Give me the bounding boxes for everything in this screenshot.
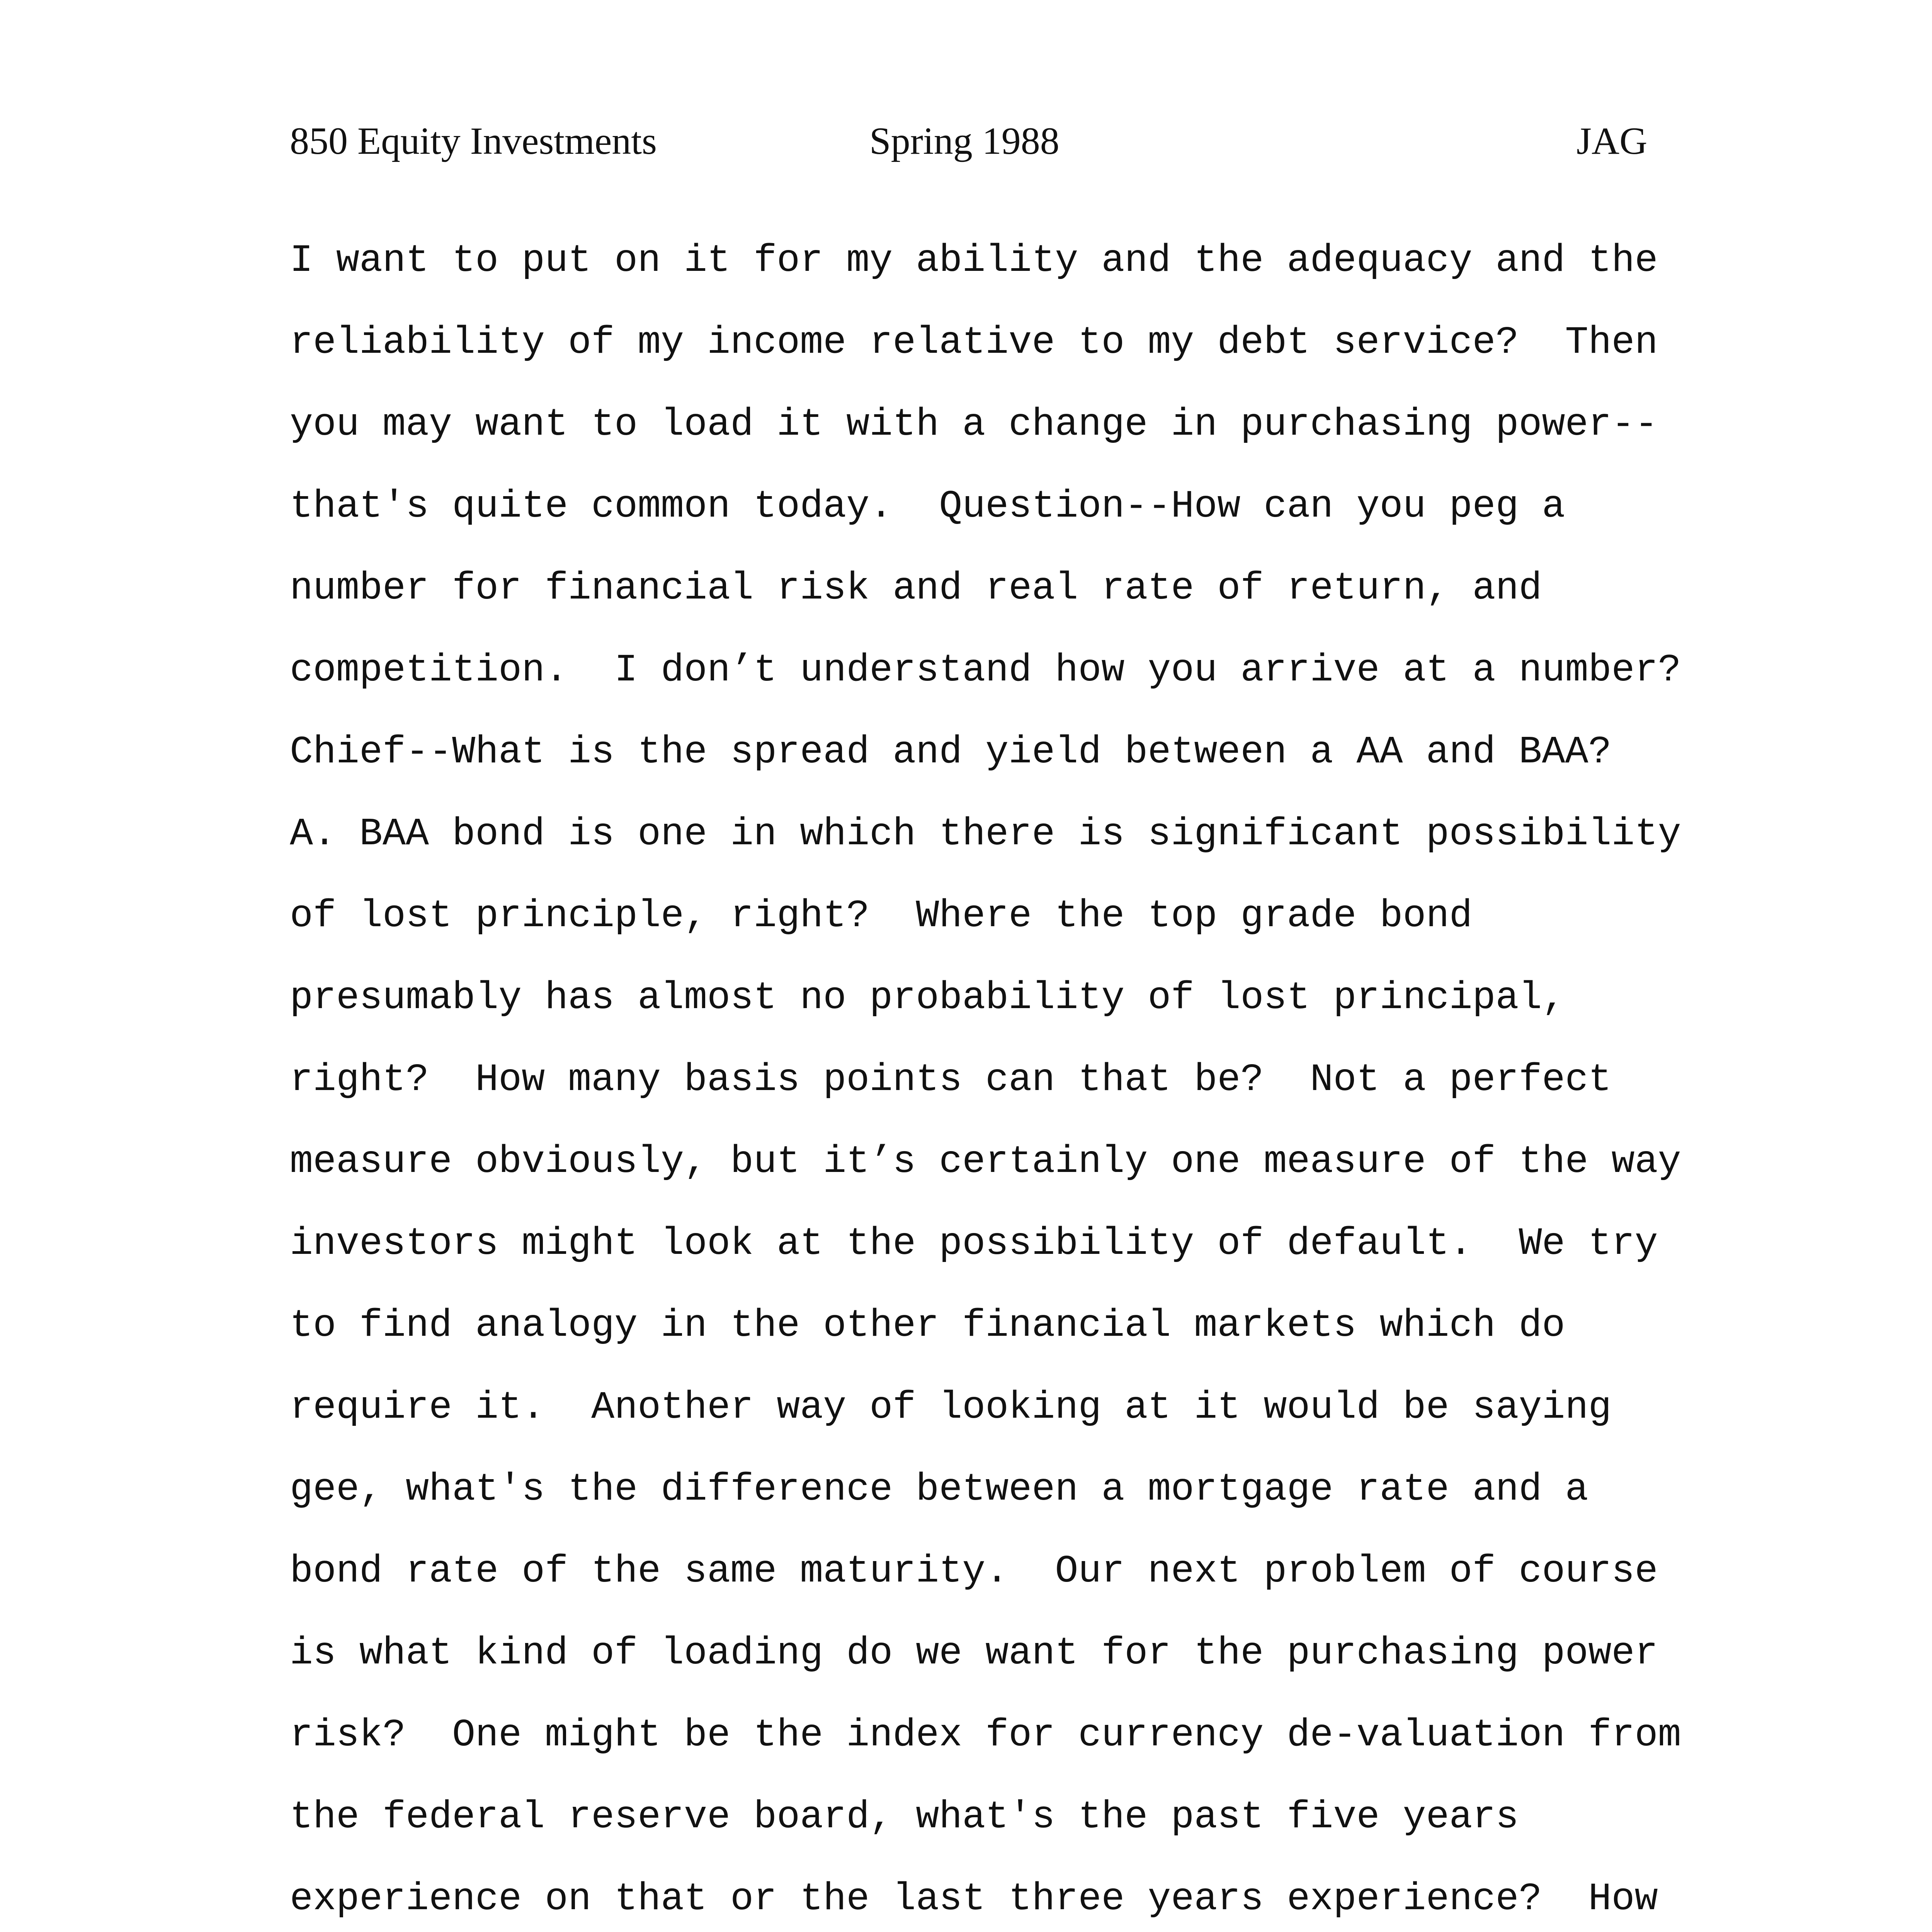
body-line: I want to put on it for my ability and the adequacy and the <box>290 239 1658 283</box>
body-line: gee, what's the difference between a mortgage rate and a <box>290 1468 1588 1512</box>
header-term: Spring 1988 <box>869 119 1060 162</box>
header-author-initials: JAG <box>1577 119 1648 162</box>
body-line: right? How many basis points can that be? Not a perfect <box>290 1058 1612 1102</box>
body-line: Chief--What is the spread and yield between a AA and BAA? <box>290 731 1612 774</box>
body-line: of lost principle, right? Where the top grade bond <box>290 895 1473 938</box>
body-line: investors might look at the possibility of default. We try <box>290 1222 1658 1266</box>
body-line: presumably has almost no probability of lost principal, <box>290 976 1565 1020</box>
body-line: you may want to load it with a change in purchasing power-- <box>290 403 1658 447</box>
header-course-title: 850 Equity Investments <box>290 119 657 162</box>
body-line: reliability of my income relative to my debt service? Then <box>290 321 1658 365</box>
body-line: is what kind of loading do we want for the purchasing power <box>290 1632 1658 1675</box>
body-line: the federal reserve board, what's the past five years <box>290 1796 1519 1839</box>
body-line: to find analogy in the other financial markets which do <box>290 1304 1565 1348</box>
body-line: experience on that or the last three years experience? How <box>290 1878 1658 1921</box>
body-line: risk? One might be the index for currency de-valuation from <box>290 1714 1681 1757</box>
body-line: number for financial risk and real rate of return, and <box>290 567 1542 611</box>
body-line: that's quite common today. Question--How can you peg a <box>290 485 1565 529</box>
page-header <box>0 112 1932 170</box>
body-line: competition. I don’t understand how you arrive at a number? <box>290 649 1681 692</box>
body-line: require it. Another way of looking at it would be saying <box>290 1386 1612 1430</box>
body-line: measure obviously, but it’s certainly one measure of the way <box>290 1140 1681 1184</box>
transcript-body <box>290 220 1719 1932</box>
body-line: A. BAA bond is one in which there is significant possibility <box>290 813 1681 856</box>
body-line: bond rate of the same maturity. Our next problem of course <box>290 1550 1658 1594</box>
